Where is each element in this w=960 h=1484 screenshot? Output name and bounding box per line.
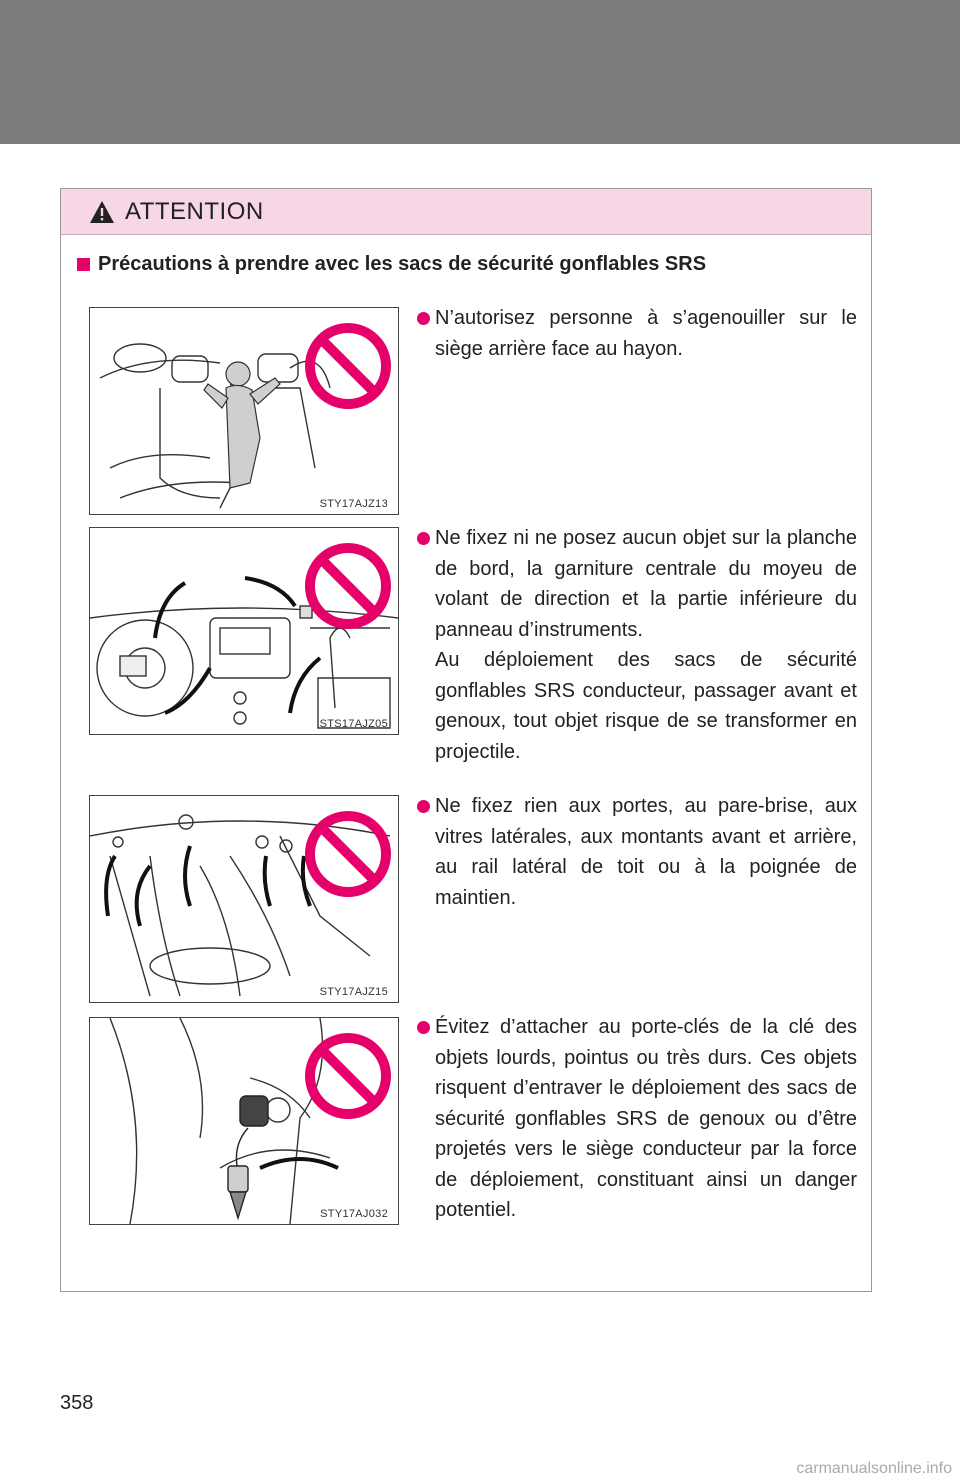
figure-code: STY17AJ032 xyxy=(320,1208,388,1220)
item-text: Ne fixez rien aux portes, au pare-brise, aux vitres latérales, aux montants avant et arrière, au rail latéral de toit ou à la poignée de maintien. xyxy=(435,795,857,909)
round-bullet-icon xyxy=(417,312,430,325)
rear-seat-illustration xyxy=(90,308,398,514)
figure-interior-pillars xyxy=(89,795,399,1003)
figure-key xyxy=(89,1017,399,1225)
list-item xyxy=(417,1012,857,1226)
section-heading xyxy=(77,253,706,276)
page-number: 358 xyxy=(60,1392,94,1414)
item-text: Ne fixez ni ne posez aucun objet sur la planche de bord, la garniture centrale du moyeu de volant de direction et la partie inférieure du panneau d’instruments. xyxy=(435,527,857,641)
figure-code: STY17AJZ13 xyxy=(319,498,388,510)
top-band xyxy=(0,0,960,144)
figure-dashboard xyxy=(89,527,399,735)
round-bullet-icon xyxy=(417,800,430,813)
section-heading-text: Précautions à prendre avec les sacs de sécurité gonflables SRS xyxy=(98,253,707,275)
prohibition-icon xyxy=(310,1038,386,1114)
figure-code: STY17AJZ15 xyxy=(319,986,388,998)
round-bullet-icon xyxy=(417,532,430,545)
figure-code: STS17AJZ05 xyxy=(319,718,388,730)
list-item xyxy=(417,791,857,913)
caution-box xyxy=(60,188,872,1292)
footer-url: carmanualsonline.info xyxy=(796,1460,952,1477)
item-text-continuation: Au déploiement des sacs de sécurité gonflables SRS conducteur, passager avant et genoux, tout objet risque de se transformer en projectile. xyxy=(435,649,857,763)
list-item xyxy=(417,523,857,767)
figure-rear-seat xyxy=(89,307,399,515)
dashboard-illustration xyxy=(90,528,398,734)
round-bullet-icon xyxy=(417,1021,430,1034)
interior-pillars-illustration xyxy=(90,796,398,1002)
key-illustration xyxy=(90,1018,398,1224)
prohibition-icon xyxy=(310,816,386,892)
caution-title: ATTENTION xyxy=(125,197,264,225)
prohibition-icon xyxy=(310,328,386,404)
square-bullet-icon xyxy=(77,258,90,271)
warning-triangle-icon xyxy=(89,200,115,224)
caution-header xyxy=(61,189,871,235)
list-item xyxy=(417,303,857,364)
item-text: Évitez d’attacher au porte-clés de la clé des objets lourds, pointus ou très durs. Ces objets risquent d’entraver le déploiement des sacs de sécurité gonflables SRS de genoux ou d’être projetés vers le siège conducteur par la force de déploiement, constituant ainsi un danger potentiel. xyxy=(435,1016,857,1221)
item-text: N’autorisez personne à s’agenouiller sur le siège arrière face au hayon. xyxy=(435,307,857,360)
